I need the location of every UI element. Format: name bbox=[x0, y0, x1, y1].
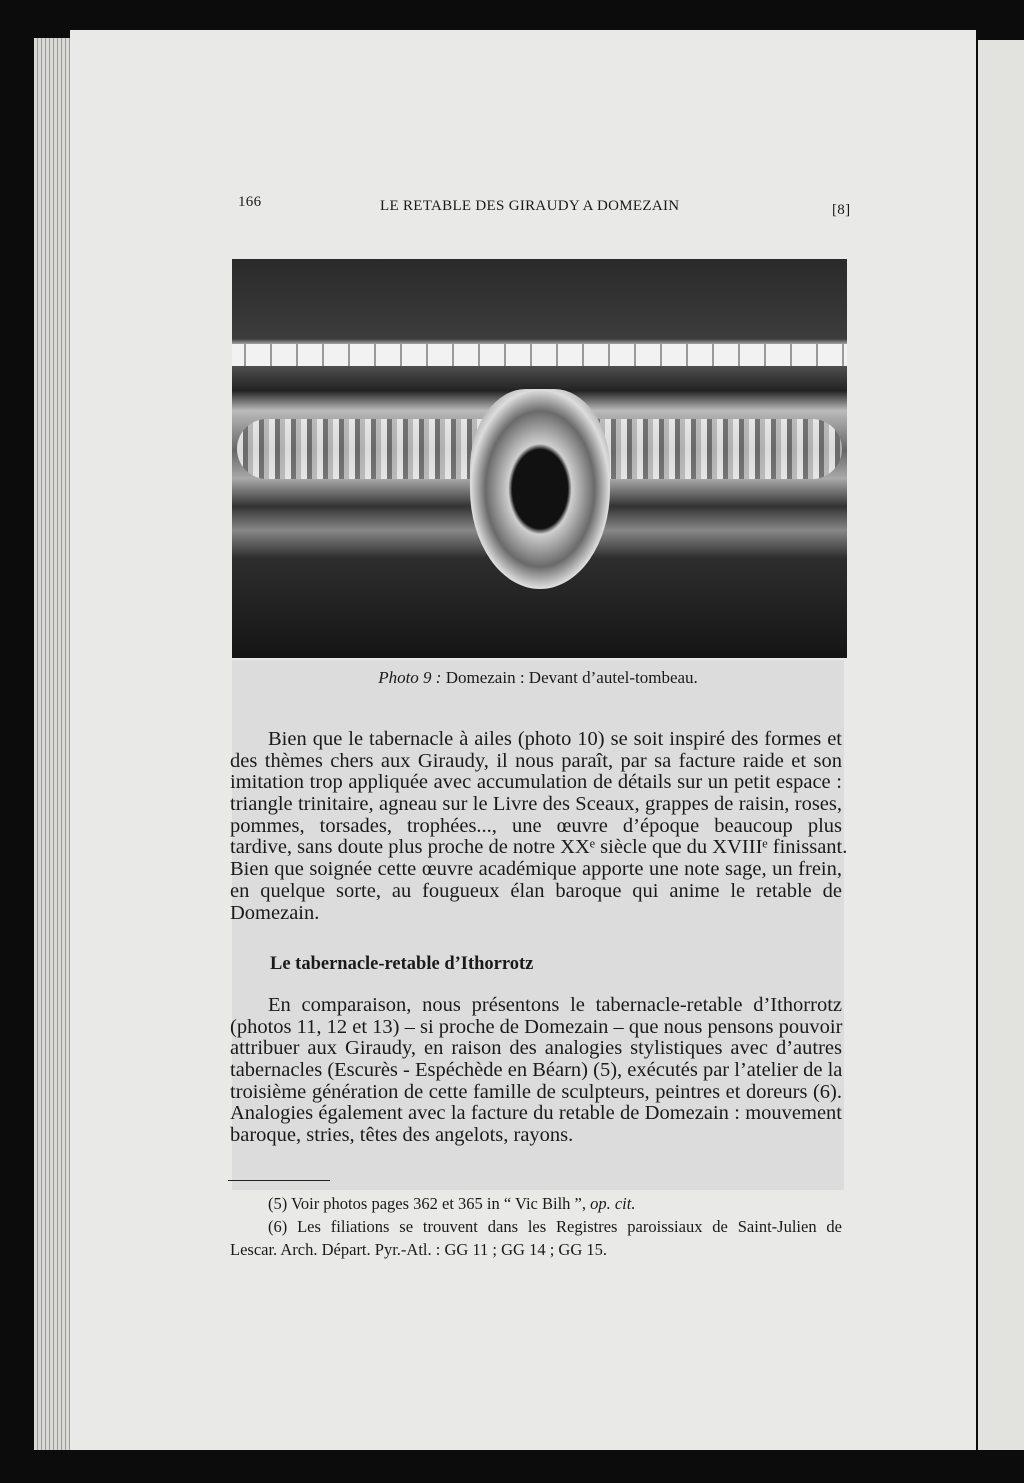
footnote-5-text: (5) Voir photos pages 362 et 365 in “ Vic Bilh ”, bbox=[268, 1194, 591, 1213]
text-line: tardive, sans doute plus proche de notre XXᵉ siècle que du XVIIIᵉ finissant. bbox=[230, 836, 848, 859]
text-line: Domezain. bbox=[230, 901, 320, 924]
footnotes bbox=[230, 1192, 842, 1261]
text-line: (photos 11, 12 et 13) – si proche de Domezain – que nous pensons pouvoir bbox=[230, 1015, 843, 1038]
footnote-rule bbox=[228, 1180, 330, 1181]
photo-altar-tomb bbox=[232, 259, 847, 658]
text-line: Analogies également avec la facture du retable de Domezain : mouvement bbox=[230, 1102, 842, 1125]
footnote-5-italic: op. cit. bbox=[590, 1194, 636, 1213]
text-line: triangle trinitaire, agneau sur le Livre des Sceaux, grappes de raisin, roses, bbox=[230, 793, 842, 816]
page-number: 166 bbox=[238, 194, 262, 210]
caption-label: Photo 9 : bbox=[378, 668, 442, 687]
text-line: Bien que soignée cette œuvre académique apporte une note sage, un frein, bbox=[230, 858, 842, 881]
stacked-page-edges bbox=[34, 38, 74, 1450]
footnote-5 bbox=[230, 1192, 842, 1215]
text-line: baroque, stries, têtes des angelots, rayons. bbox=[230, 1124, 574, 1147]
footnote-6-line: Lescar. Arch. Départ. Pyr.-Atl. : GG 11 ; GG 14 ; GG 15. bbox=[230, 1240, 607, 1259]
altar-lace bbox=[232, 344, 847, 366]
paragraph-2 bbox=[230, 995, 842, 1147]
text-line: imitation trop appliquée avec accumulation de détails sur un petit espace : bbox=[230, 771, 842, 794]
text-line: Bien que le tabernacle à ailes (photo 10) se soit inspiré des formes et bbox=[268, 728, 842, 750]
text-line: des thèmes chers aux Giraudy, il nous paraît, par sa facture raide et son bbox=[230, 749, 842, 772]
caption-text: Domezain : Devant d’autel-tombeau. bbox=[441, 668, 698, 687]
photo-caption bbox=[232, 668, 844, 688]
section-marker: [8] bbox=[832, 202, 851, 218]
footnote-6-line: (6) Les filiations se trouvent dans les Registres paroissiaux de Saint-Julien de bbox=[268, 1217, 842, 1236]
running-title: LE RETABLE DES GIRAUDY A DOMEZAIN bbox=[380, 198, 680, 214]
text-line: attribuer aux Giraudy, en raison des analogies stylistiques avec d’autres bbox=[230, 1037, 842, 1060]
text-line: tabernacles (Escurès - Espéchède en Béarn) (5), exécutés par l’atelier de la bbox=[230, 1059, 843, 1082]
central-cartouche bbox=[470, 389, 610, 589]
facing-page-edge bbox=[978, 40, 1024, 1450]
text-line: En comparaison, nous présentons le tabernacle-retable d’Ithorrotz bbox=[268, 994, 842, 1016]
text-line: troisième génération de cette famille de sculpteurs, peintres et doreurs (6). bbox=[230, 1080, 842, 1103]
text-line: pommes, torsades, trophées..., une œuvre d’époque beaucoup plus bbox=[230, 814, 842, 837]
section-heading: Le tabernacle-retable d’Ithorrotz bbox=[270, 954, 534, 974]
text-line: en quelque sorte, au fougueux élan baroque qui anime le retable de bbox=[230, 879, 842, 902]
paragraph-1 bbox=[230, 728, 848, 924]
